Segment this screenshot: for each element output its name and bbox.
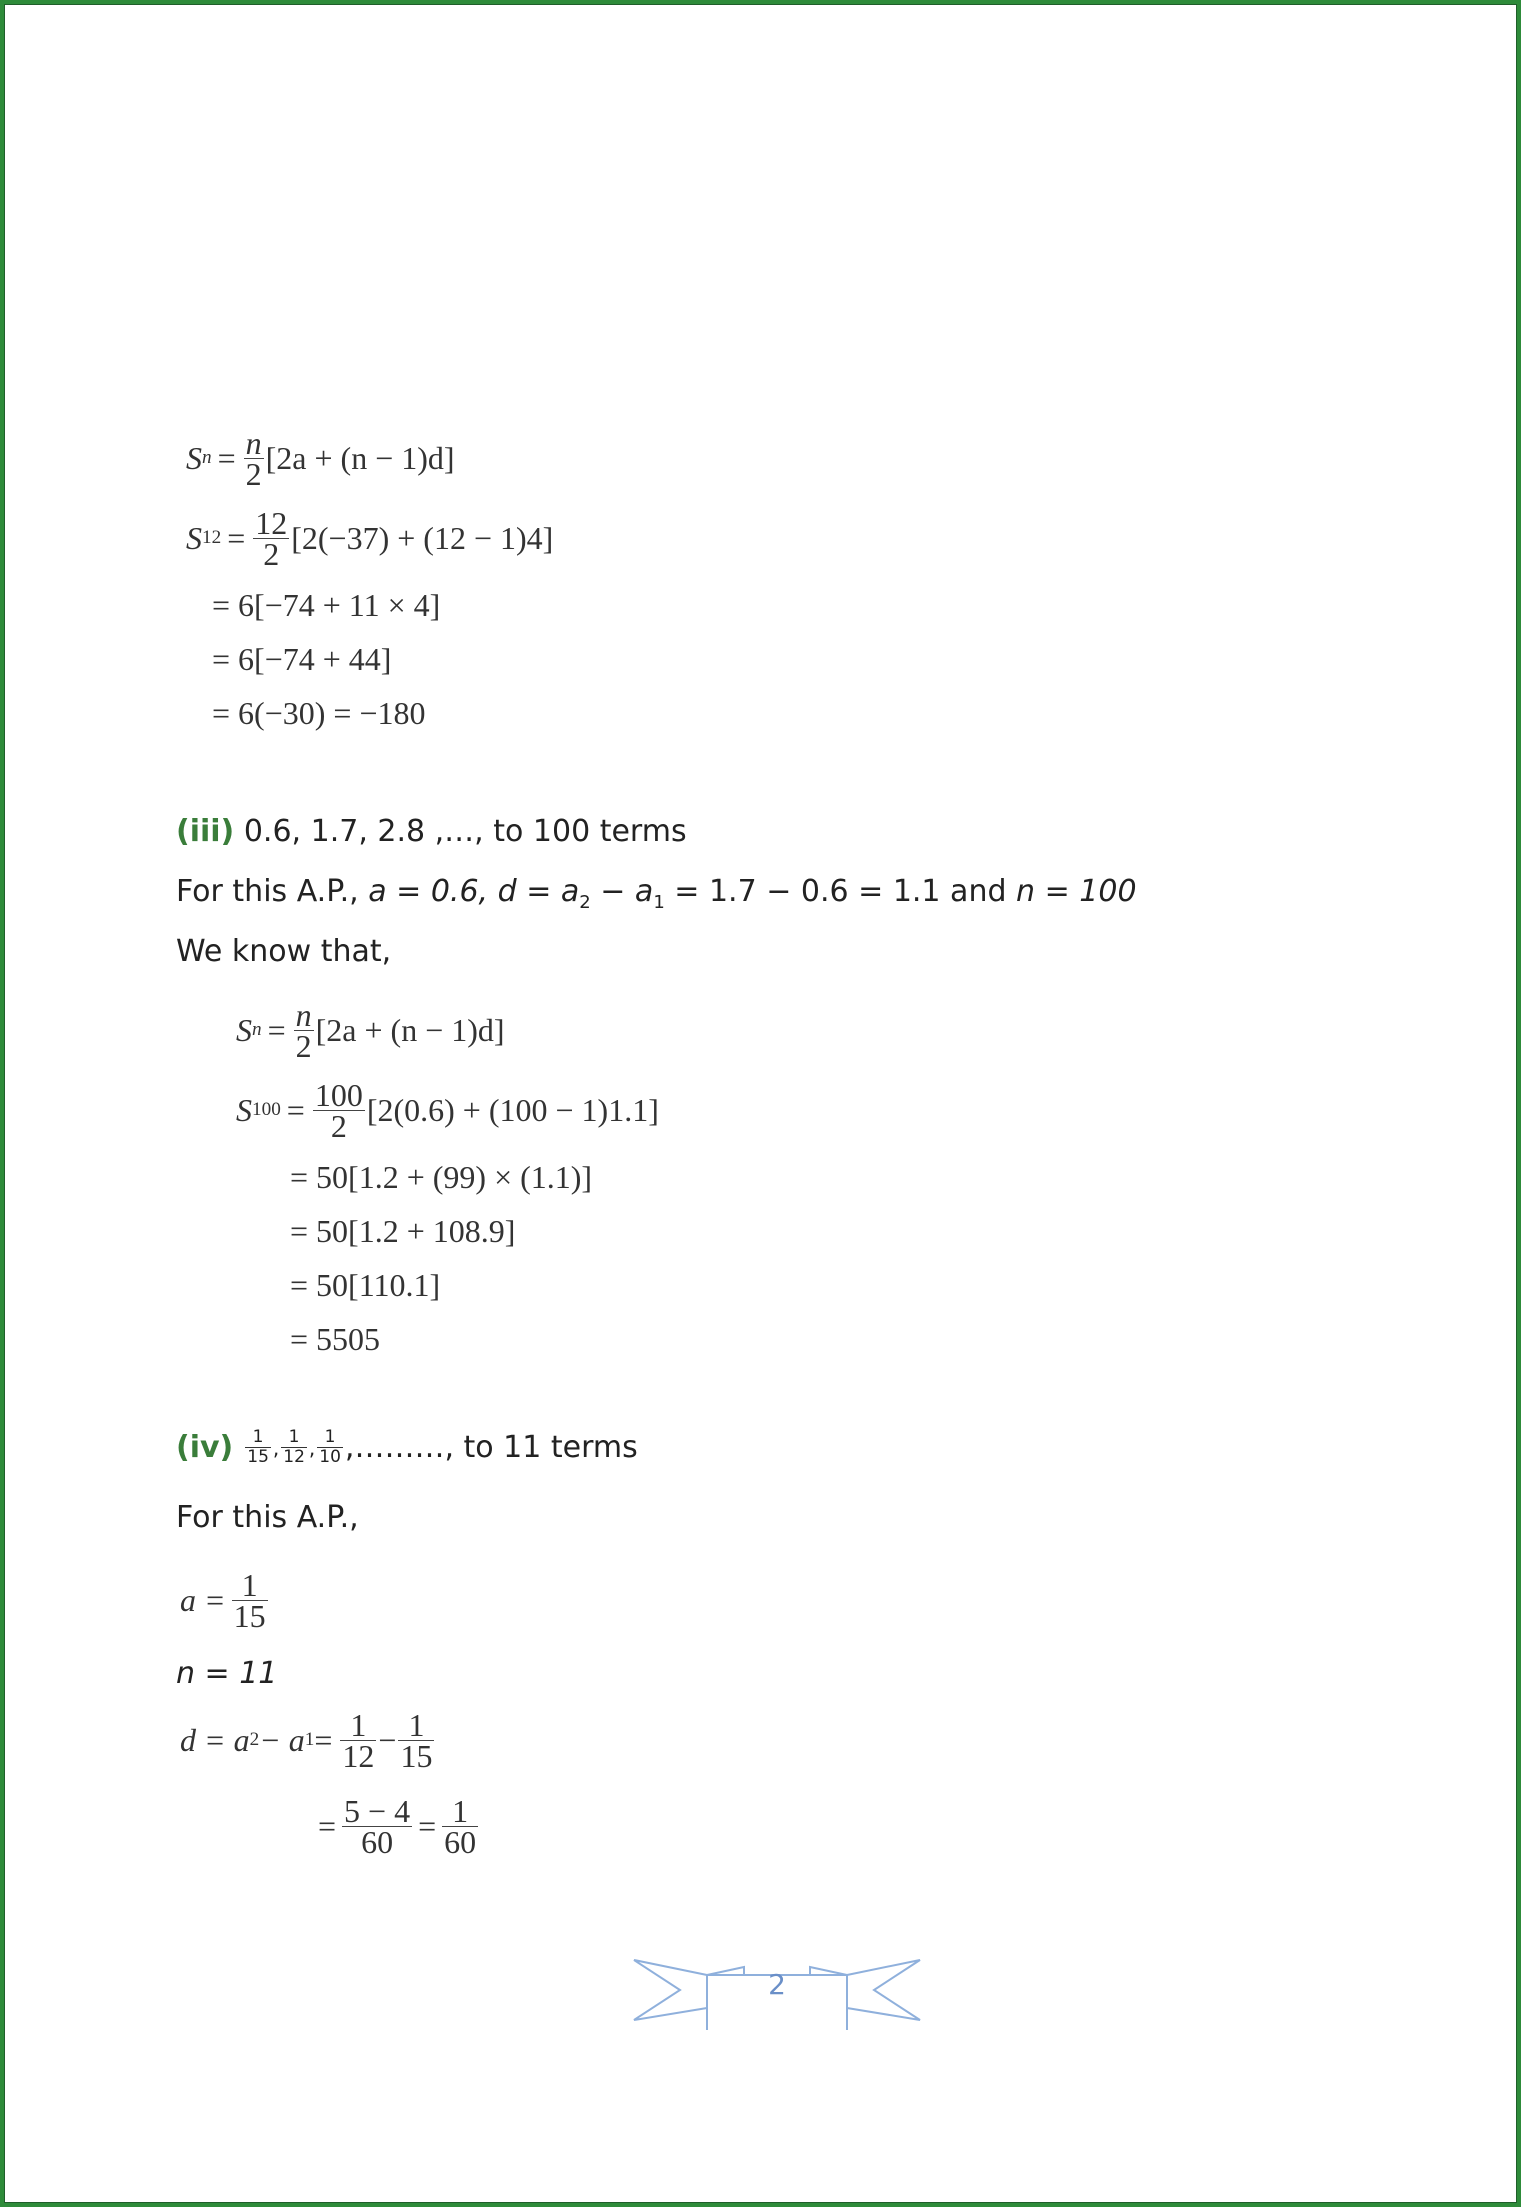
formula-line [186, 498, 553, 578]
we-know-that-text: We know that, [176, 934, 392, 969]
term-fraction: $\frac{1}{12}$ [283, 1427, 305, 1467]
formula-line: = 5505 [290, 1321, 381, 1357]
page-number-ribbon [632, 1950, 922, 2030]
formula-line: = 6[−74 + 44] [212, 641, 392, 677]
fraction: $\frac{n}{2}$ [245, 424, 262, 492]
bracket-expression: [2a + (n − 1)d] [265, 440, 455, 476]
question-text: ,………, to 11 terms [344, 1429, 638, 1465]
subscript: n [202, 447, 212, 468]
sum-formula-block-2 [236, 990, 659, 1366]
n-value: n = 11 [176, 1656, 278, 1691]
equals: = [227, 520, 246, 556]
page-number: 2 [768, 1968, 786, 2001]
formula-line: = 50[1.2 + (99) × (1.1)] [290, 1159, 593, 1195]
term-fraction: $\frac{1}{15}$ [247, 1427, 269, 1467]
fraction: $\frac{12}{2}$ [255, 504, 288, 572]
question-iv: (iv) $\frac{1}{15}$ , $\frac{1}{12}$ , $\frac{1}{10}$ ,………, to 11 terms [176, 1427, 638, 1467]
sum-symbol: S [186, 520, 202, 556]
equals: = [217, 440, 236, 476]
sum-symbol: S [186, 440, 202, 476]
question-text: 0.6, 1.7, 2.8 ,…, to 100 terms [243, 814, 687, 849]
question-label: (iv) [176, 1429, 234, 1465]
formula-line: = 50[1.2 + 108.9] [290, 1213, 516, 1249]
formula-line [186, 418, 553, 498]
d-value-simplified: = $\frac{5 - 4}{60}$ = $\frac{1}{60}$ [318, 1792, 477, 1860]
bracket-expression: [2(−37) + (12 − 1)4] [291, 520, 554, 556]
question-label: (iii) [176, 814, 235, 849]
formula-line: = 6[−74 + 11 × 4] [212, 587, 441, 623]
given-values-iii: For this A.P., a = 0.6, $d = a_2 - a_1 = 1.7 - 0.6 = 1.1$ and n = 100 [176, 874, 1137, 913]
formula-line: = 50[110.1] [290, 1267, 441, 1303]
question-iii [176, 814, 687, 850]
formula-line: = 6(−30) = −180 [212, 695, 426, 731]
for-this-ap-text: For this A.P., [176, 1500, 359, 1535]
subscript: 12 [202, 527, 222, 548]
formula-line: S n = $\frac{n}{2}$ [2a + (n − 1)d] [236, 996, 505, 1064]
d-value: d = a 2 − a 1 = $\frac{1}{12}$ − $\frac{1}{15}$ [180, 1706, 433, 1774]
fraction: $\frac{n}{2}$ [295, 996, 312, 1064]
sum-formula-block-1 [186, 418, 553, 740]
term-fraction: $\frac{1}{10}$ [319, 1427, 341, 1467]
fraction: $\frac{100}{2}$ [314, 1076, 363, 1144]
formula-line: S 100 = $\frac{100}{2}$ [2(0.6) + (100 − 1)1.1] [236, 1076, 659, 1144]
a-value: a = $\frac{1}{15}$ [180, 1566, 266, 1634]
